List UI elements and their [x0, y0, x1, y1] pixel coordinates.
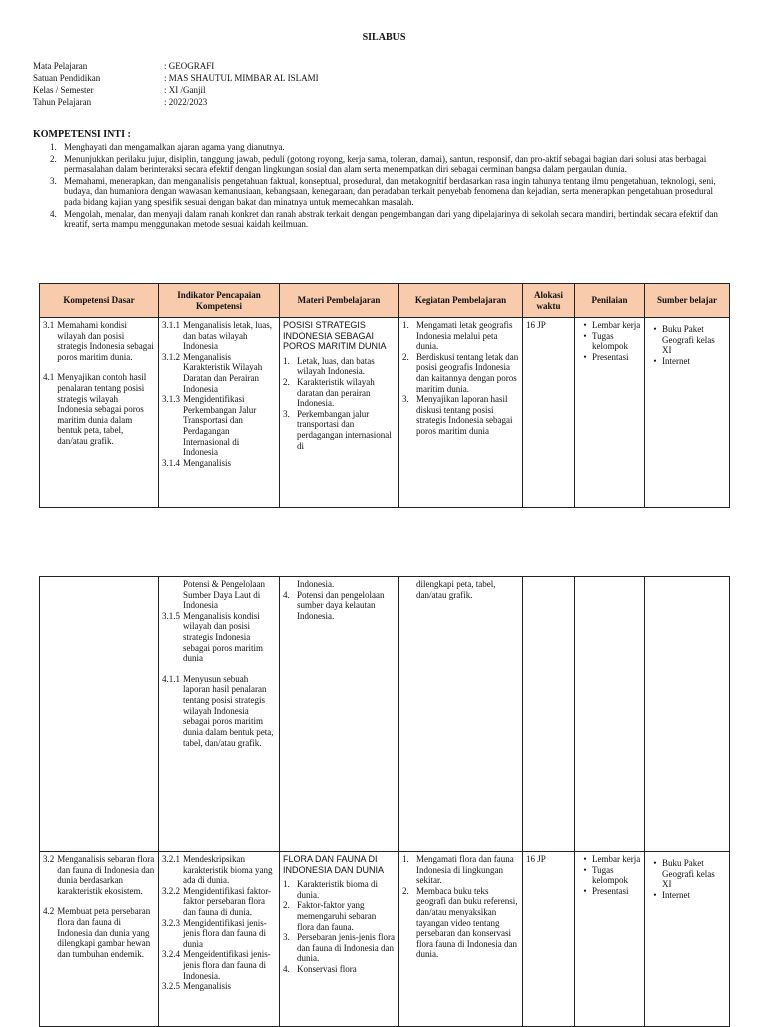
kegiatan-cell: dilengkapi peta, tabel, dan/atau grafik. — [399, 577, 523, 852]
list-item: 3. Menyajikan laporan hasil diskusi tentang posisi strategis Indonesia sebagai poros maritim dunia — [402, 394, 513, 437]
alokasi-cell — [523, 577, 575, 852]
list-item: • Internet — [653, 889, 690, 900]
list-item: • Buku Paket Geografi kelas XI — [653, 324, 715, 356]
list-item: 2. Membaca buku teks geografi dan buku referensi, dan/atau menyaksikan tayangan video tentang persebaran dan konservasi flora fauna di Indonesia dan dunia. — [402, 885, 518, 960]
meta-row: Mata Pelajaran : GEOGRAFI — [33, 61, 215, 71]
list-item: 4. Konservasi flora — [283, 964, 357, 975]
kd-cell: 3.1 Memahami kondisi wilayah dan posisi strategis Indonesia sebagai poros maritim dunia. 4.1 Menyajikan contoh hasil penalaran tentang posisi strategis wilayah Indonesia sebagai poros maritim dunia dalam bentuk peta, tabel, dan/atau grafik. — [40, 318, 159, 508]
list-item: • Tugas kelompok — [583, 864, 628, 886]
list-item: 1. Karakteristik bioma di dunia. — [283, 879, 378, 900]
list-item: 2. Faktor-faktor yang memengaruhi sebaran flora dan fauna. — [283, 900, 377, 932]
sumber-cell — [645, 852, 730, 1027]
alokasi-cell: 16 JP — [523, 318, 575, 508]
penilaian-cell — [575, 852, 645, 1027]
meta-row: Tahun Pelajaran : 2022/2023 — [33, 97, 208, 107]
list-item: 1. Menghayati dan mengamalkan ajaran agama yang dianutnya. — [50, 142, 285, 152]
alokasi-cell: 16 JP — [523, 852, 575, 1027]
kompetensi-inti-heading: KOMPETENSI INTI : — [33, 129, 131, 140]
syllabus-table-continued — [39, 576, 730, 1027]
kompetensi-inti-list — [50, 142, 730, 231]
materi-cell: POSISI STRATEGIS INDONESIA SEBAGAI POROS MARITIM DUNIA 1. Letak, luas, dan batas wilayah Indonesia. 2. Karakteristik wilayah daratan dan perairan Indonesia. 3. Perkembangan jalur transportasi dan perdagangan internasional di — [280, 318, 399, 508]
ipk-cell: Potensi & Pengelolaan Sumber Daya Laut di Indonesia 3.1.5 Menganalisis kondisi wilayah dan posisi strategis Indonesia sebagai poros maritim dunia 4.1.1 Menyusun sebuah laporan hasil penalaran tentang posisi strategis wilayah Indonesia sebagai poros maritim dunia dalam bentuk peta, tabel, dan/atau grafik. — [159, 577, 280, 852]
list-item: • Buku Paket Geografi kelas XI — [653, 858, 715, 890]
list-item: 1. Letak, luas, dan batas wilayah Indonesia. — [283, 355, 375, 377]
list-item: • Internet — [653, 355, 690, 366]
ipk-cell: 3.1.1 Menganalisis letak, luas, dan batas wilayah Indonesia 3.1.2 Menganalisis Karakteristik Wilayah Daratan dan Perairan Indonesia 3.1.3 Mengidentifikasi Perkembangan Jalur Transportasi dan Perdagangan Internasional di Indonesia 3.1.4 Menganalisis — [159, 318, 280, 508]
list-item: • Presentasi — [583, 351, 629, 362]
kegiatan-cell — [399, 852, 523, 1027]
list-item: 1. Mengamati flora dan fauna Indonesia di lingkungan sekitar. — [402, 854, 514, 886]
header-alokasi: Alokasi waktu — [523, 284, 575, 318]
list-item: • Lembar kerja — [583, 320, 641, 330]
meta-row: Kelas / Semester : XI /Ganjil — [33, 85, 206, 95]
list-item: 3. Memahami, menerapkan, dan menganalisis pengetahuan faktual, konseptual, prosedural, dan metakognitif berdasarkan rasa ingin tahunya tentang ilmu pengetahuan, teknologi, seni, budaya, dan humaniora dengan wawasan kemanusiaan, kebangsaan, kenegaraan, dan peradaban terkait penyebab fenomena dan kejadian, serta menerapkan pengetahuan prosedural pada bidang kajian yang spesifik sesuai dengan bakat dan minatnya untuk memecahkan masalah. — [50, 175, 716, 208]
meta-block — [33, 61, 319, 109]
meta-row: Satuan Pendidikan : MAS SHAUTUL MIMBAR AL ISLAMI — [33, 73, 319, 83]
list-item: 4. Potensi dan pengelolaan sumber daya kelautan Indonesia. — [283, 589, 385, 621]
list-item: 2. Berdiskusi tentang letak dan posisi geografis Indonesia dan kaitannya dengan poros maritim dunia. — [402, 351, 519, 394]
list-item: 4. Mengolah, menalar, dan menyaji dalam ranah konkret dan ranah abstrak terkait dengan pengembangan dari yang dipelajarinya di sekolah secara mandiri, bertindak secara efektif dan kreatif, serta mampu menggunakan metode sesuai kaidah keilmuan. — [50, 208, 718, 230]
table-header-row — [40, 284, 730, 318]
list-item: 1. Mengamati letak geografis Indonesia melalui peta dunia. — [402, 320, 513, 352]
materi-cell: Indonesia. 4. Potensi dan pengelolaan sumber daya kelautan Indonesia. — [280, 577, 399, 852]
list-item: • Lembar kerja — [583, 854, 641, 864]
header-materi: Materi Pembelajaran — [280, 284, 399, 318]
list-item: • Presentasi — [583, 885, 629, 896]
kd-cell — [40, 577, 159, 852]
syllabus-table — [39, 283, 730, 508]
header-kompetensi-dasar: Kompetensi Dasar — [40, 284, 159, 318]
sumber-cell — [645, 318, 730, 508]
list-item: 2. Menunjukkan perilaku jujur, disiplin, tanggung jawab, peduli (gotong royong, kerja sama, toleran, damai), santun, responsif, dan pro-aktif sebagai bagian dari solusi atas berbagai permasalahan dalam berinteraksi secara efektif dengan lingkungan sosial dan alam serta menempatkan diri sebagai cerminan bangsa dalam pergaulan dunia. — [50, 153, 707, 175]
header-indikator: Indikator Pencapaian Kompetensi — [159, 284, 280, 318]
document-title: SILABUS — [362, 32, 406, 43]
table-row — [40, 577, 730, 852]
ipk-cell: 3.2.1 Mendeskripsikan karakteristik bioma yang ada di dunia. 3.2.2 Mengidentifikasi faktor- faktor persebaran flora dan fauna di dunia. 3.2.3 Mengidentifikasi jenis-jenis flora dan fauna di dunia 3.2.4 Mengeidentifikasi jenis-jenis flora dan fauna di Indonesia. 3.2.5 Menganalisis — [159, 852, 280, 1027]
list-item: 3. Persebaran jenis-jenis flora dan fauna di Indonesia dan dunia. — [283, 932, 395, 964]
materi-cell: FLORA DAN FAUNA DI INDONESIA DAN DUNIA 1. Karakteristik bioma di dunia. 2. Faktor-faktor yang memengaruhi sebaran flora dan fauna. 3. Persebaran jenis-jenis flora dan fauna di Indonesia dan dunia. 4. Konservasi flora — [280, 852, 399, 1027]
penilaian-cell — [575, 577, 645, 852]
header-kegiatan: Kegiatan Pembelajaran — [399, 284, 523, 318]
header-sumber: Sumber belajar — [645, 284, 730, 318]
header-penilaian: Penilaian — [575, 284, 645, 318]
table-row — [40, 318, 730, 508]
list-item: 3. Perkembangan jalur transportasi dan perdagangan internasional di — [283, 408, 392, 451]
kegiatan-cell — [399, 318, 523, 508]
table-row — [40, 852, 730, 1027]
list-item: • Tugas kelompok — [583, 330, 628, 352]
list-item: 2. Karakteristik wilayah daratan dan perairan Indonesia. — [283, 377, 375, 409]
kd-cell: 3.2 Menganalisis sebaran flora dan fauna di Indonesia dan dunia berdasarkan karakteristik ekosistem. 4.2 Membuat peta persebaran flora dan fauna di Indonesia dan dunia yang dilengkapi gambar hewan dan tumbuhan endemik. — [40, 852, 159, 1027]
sumber-cell — [645, 577, 730, 852]
penilaian-cell — [575, 318, 645, 508]
